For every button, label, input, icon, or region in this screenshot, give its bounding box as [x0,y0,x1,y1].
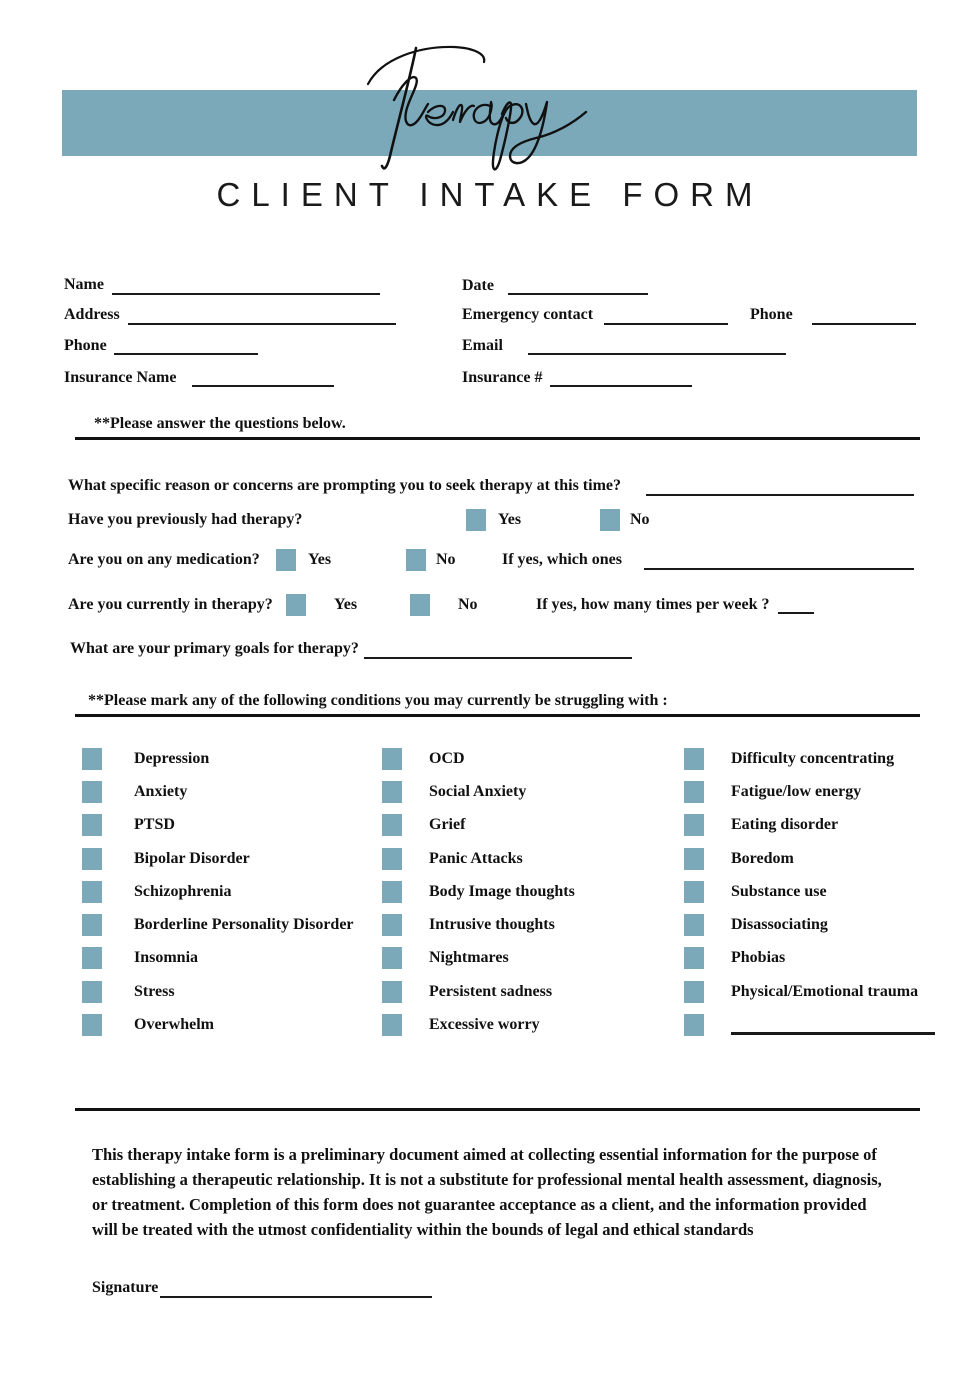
checkbox-current-therapy-yes[interactable] [286,594,306,616]
input-address[interactable] [128,323,396,325]
instruction-mark-conditions: **Please mark any of the following conditions you may currently be struggling with : [88,692,668,709]
checkbox-condition-substance-use[interactable] [684,881,704,903]
label-condition-eating-disorder: Eating disorder [731,816,839,833]
label-insurance-name: Insurance Name [64,369,177,386]
label-medication-followup: If yes, which ones [502,551,623,568]
checkbox-condition-physical-emotional-trauma[interactable] [684,981,704,1003]
instruction-answer-below: **Please answer the questions below. [94,415,346,432]
input-emergency-phone[interactable] [812,323,916,325]
checkbox-condition-panic-attacks[interactable] [382,848,402,870]
label-condition-ocd: OCD [429,750,465,767]
input-condition-other[interactable] [731,1032,935,1035]
label-condition-substance-use: Substance use [731,883,827,900]
divider-top [75,437,920,440]
input-reason[interactable] [646,494,914,496]
page-title: CLIENT INTAKE FORM [216,176,764,213]
checkbox-condition-boredom[interactable] [684,848,704,870]
label-condition-insomnia: Insomnia [134,949,199,966]
label-condition-excessive-worry: Excessive worry [429,1016,540,1033]
checkbox-condition-ocd[interactable] [382,748,402,770]
checkbox-condition-other[interactable] [684,1014,704,1036]
checkbox-condition-insomnia[interactable] [82,947,102,969]
checkbox-condition-phobias[interactable] [684,947,704,969]
checkbox-current-therapy-no[interactable] [410,594,430,616]
input-insurance-number[interactable] [550,385,692,387]
label-condition-schizophrenia: Schizophrenia [134,883,232,900]
checkbox-condition-difficulty-concentrating[interactable] [684,748,704,770]
label-signature: Signature [92,1279,159,1296]
label-condition-social-anxiety: Social Anxiety [429,783,527,800]
label-current-therapy-yes: Yes [334,596,358,613]
checkbox-condition-eating-disorder[interactable] [684,814,704,836]
checkbox-condition-persistent-sadness[interactable] [382,981,402,1003]
checkbox-condition-fatigue-low-energy[interactable] [684,781,704,803]
label-phone: Phone [64,337,107,354]
label-address: Address [64,306,120,323]
checkbox-condition-intrusive-thoughts[interactable] [382,914,402,936]
input-insurance-name[interactable] [192,385,334,387]
label-condition-anxiety: Anxiety [134,783,188,800]
divider-bottom [75,1108,920,1111]
label-insurance-number: Insurance # [462,369,543,386]
checkbox-condition-social-anxiety[interactable] [382,781,402,803]
label-previous-therapy-yes: Yes [498,511,522,528]
checkbox-condition-nightmares[interactable] [382,947,402,969]
input-goals[interactable] [364,657,632,659]
checkbox-condition-depression[interactable] [82,748,102,770]
checkbox-condition-bipolar-disorder[interactable] [82,848,102,870]
label-condition-stress: Stress [134,983,175,1000]
label-condition-grief: Grief [429,816,466,833]
checkbox-previous-therapy-yes[interactable] [466,509,486,531]
disclaimer-text: This therapy intake form is a preliminary document aimed at collecting essential information for the purpose of establishing a therapeutic relationship. It is not a substitute for professional mental health assessment, diagnosis, or treatment. Completion of this form does not guarantee acceptance as a client, and the information provided will be treated with the utmost confidentiality within the bounds of legal and ethical standards [92,1145,882,1239]
label-condition-borderline-personality-disorder: Borderline Personality Disorder [134,916,354,933]
label-condition-fatigue-low-energy: Fatigue/low energy [731,783,862,800]
input-emergency-contact[interactable] [604,323,728,325]
checkbox-condition-anxiety[interactable] [82,781,102,803]
label-medication-yes: Yes [308,551,332,568]
input-email[interactable] [528,353,786,355]
label-condition-ptsd: PTSD [134,816,175,833]
label-condition-persistent-sadness: Persistent sadness [429,983,553,1000]
label-condition-overwhelm: Overwhelm [134,1016,214,1033]
label-condition-body-image-thoughts: Body Image thoughts [429,883,575,900]
label-condition-difficulty-concentrating: Difficulty concentrating [731,750,895,767]
input-current-therapy-frequency[interactable] [778,612,814,614]
label-condition-depression: Depression [134,750,210,767]
input-medication-followup[interactable] [644,568,914,570]
label-condition-disassociating: Disassociating [731,916,828,933]
question-medication: Are you on any medication? [68,551,260,568]
checkbox-condition-body-image-thoughts[interactable] [382,881,402,903]
checkbox-condition-schizophrenia[interactable] [82,881,102,903]
input-signature[interactable] [160,1296,432,1298]
checkbox-condition-ptsd[interactable] [82,814,102,836]
label-condition-nightmares: Nightmares [429,949,509,966]
label-condition-panic-attacks: Panic Attacks [429,850,523,867]
question-reason: What specific reason or concerns are prompting you to seek therapy at this time? [68,477,621,494]
label-medication-no: No [436,551,456,568]
header-banner [62,90,917,156]
checkbox-medication-no[interactable] [406,549,426,571]
question-current-therapy: Are you currently in therapy? [68,596,273,613]
label-date: Date [462,277,494,294]
label-condition-physical-emotional-trauma: Physical/Emotional trauma [731,983,919,1000]
checkbox-condition-stress[interactable] [82,981,102,1003]
checkbox-condition-overwhelm[interactable] [82,1014,102,1036]
label-email: Email [462,337,503,354]
checkbox-medication-yes[interactable] [276,549,296,571]
label-current-therapy-no: No [458,596,478,613]
label-condition-phobias: Phobias [731,949,786,966]
question-goals: What are your primary goals for therapy? [70,640,359,657]
input-phone[interactable] [114,353,258,355]
checkbox-condition-excessive-worry[interactable] [382,1014,402,1036]
label-condition-boredom: Boredom [731,850,794,867]
label-condition-intrusive-thoughts: Intrusive thoughts [429,916,555,933]
checkbox-condition-disassociating[interactable] [684,914,704,936]
checkbox-condition-borderline-personality-disorder[interactable] [82,914,102,936]
divider-conditions [75,714,920,717]
label-emergency-phone: Phone [750,306,793,323]
label-previous-therapy-no: No [630,511,650,528]
label-emergency-contact: Emergency contact [462,306,594,323]
input-name[interactable] [112,293,380,295]
checkbox-condition-grief[interactable] [382,814,402,836]
label-current-therapy-followup: If yes, how many times per week ? [536,596,770,613]
question-previous-therapy: Have you previously had therapy? [68,511,303,528]
input-date[interactable] [508,293,648,295]
label-condition-bipolar-disorder: Bipolar Disorder [134,850,250,867]
label-name: Name [64,276,104,293]
checkbox-previous-therapy-no[interactable] [600,509,620,531]
